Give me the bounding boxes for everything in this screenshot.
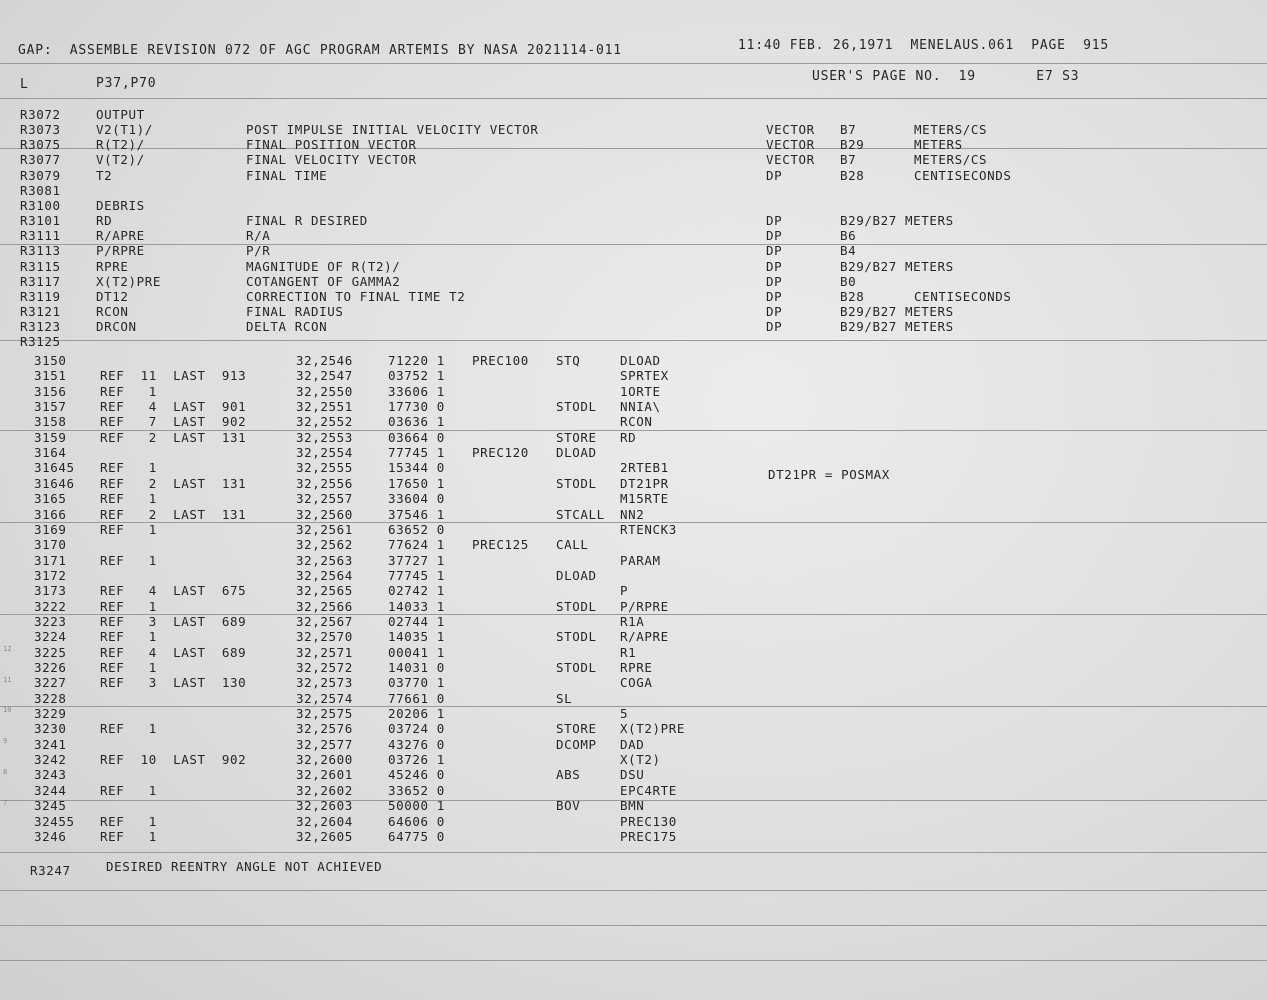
listing-operand: NN2 [620, 506, 645, 522]
listing-operand: R1A [620, 613, 645, 629]
definition-id: R3117 [20, 273, 61, 289]
definition-type: VECTOR [766, 137, 815, 153]
listing-octal-word: 77745 1 [388, 567, 445, 583]
definition-id: R3075 [20, 137, 61, 153]
definition-comment: DELTA RCON [246, 319, 328, 335]
listing-line-number: 3223 [34, 613, 67, 629]
listing-line-number: 3227 [34, 675, 67, 691]
definition-scale: B28 [840, 167, 865, 183]
definition-name: DRCON [96, 319, 137, 335]
listing-opcode: STODL [556, 475, 597, 491]
definition-comment: POST IMPULSE INITIAL VELOCITY VECTOR [246, 122, 539, 138]
listing-octal-word: 33606 1 [388, 383, 445, 399]
definition-comment: FINAL POSITION VECTOR [246, 137, 417, 153]
ruled-line [0, 925, 1267, 926]
ruled-line [0, 960, 1267, 961]
definition-id: R3072 [20, 107, 61, 122]
listing-address: 32,2564 [296, 567, 353, 583]
definition-type: DP [766, 288, 783, 304]
listing-operand: NNIA\ [620, 399, 661, 415]
listing-reference: REF 4 LAST 675 [100, 583, 247, 599]
listing-line-number: 3164 [34, 445, 67, 461]
listing-operand: 2RTEB1 [620, 460, 669, 476]
listing-octal-word: 64775 0 [388, 828, 445, 844]
listing-address: 32,2556 [296, 475, 353, 491]
listing-octal-word: 15344 0 [388, 460, 445, 476]
listing-opcode: STQ [556, 353, 581, 368]
listing-reference: REF 2 LAST 131 [100, 429, 247, 445]
definition-id: R3123 [20, 319, 61, 335]
listing-line-number: 3172 [34, 567, 67, 583]
margin-mark: 10 [3, 706, 12, 714]
listing-octal-word: 03770 1 [388, 675, 445, 691]
definition-type: VECTOR [766, 152, 815, 168]
ruled-line [0, 340, 1267, 341]
listing-reference: REF 1 [100, 552, 157, 568]
definition-name: X(T2)PRE [96, 273, 162, 289]
definition-name: T2 [96, 167, 113, 183]
definition-scale: B29/B27 METERS [840, 319, 954, 335]
listing-address: 32,2546 [296, 353, 353, 368]
listing-line-number: 3245 [34, 798, 67, 814]
listing-octal-word: 02744 1 [388, 613, 445, 629]
listing-opcode: DCOMP [556, 736, 597, 752]
listing-opcode: STODL [556, 629, 597, 645]
listing-address: 32,2555 [296, 460, 353, 476]
margin-mark: 12 [3, 645, 12, 653]
listing-octal-word: 50000 1 [388, 798, 445, 814]
definition-comment: FINAL RADIUS [246, 303, 344, 319]
listing-opcode: STORE [556, 721, 597, 737]
listing-operand: X(T2) [620, 752, 661, 768]
listing-operand: SPRTEX [620, 368, 669, 384]
listing-address: 32,2602 [296, 782, 353, 798]
definition-units: CENTISECONDS [914, 288, 1012, 304]
ruled-line [0, 852, 1267, 853]
listing-operand: DSU [620, 767, 645, 783]
definition-id: R3101 [20, 213, 61, 229]
listing-reference: REF 4 LAST 901 [100, 399, 247, 415]
definition-name: V(T2)/ [96, 152, 145, 168]
listing-address: 32,2572 [296, 660, 353, 675]
listing-operand: RCON [620, 414, 653, 430]
listing-octal-word: 14033 1 [388, 598, 445, 614]
listing-reference: REF 7 LAST 902 [100, 414, 247, 430]
definition-type: DP [766, 273, 783, 289]
definition-name: R(T2)/ [96, 137, 145, 153]
definition-id: R3111 [20, 228, 61, 244]
listing-reference: REF 1 [100, 721, 157, 737]
definition-id: R3073 [20, 122, 61, 138]
listing-line-number: 3222 [34, 598, 67, 614]
definition-type: DP [766, 319, 783, 335]
definition-comment: FINAL VELOCITY VECTOR [246, 152, 417, 168]
listing-operand: PARAM [620, 552, 661, 568]
listing-octal-word: 14035 1 [388, 629, 445, 645]
listing-line-number: 3229 [34, 706, 67, 722]
listing-octal-word: 14031 0 [388, 660, 445, 675]
listing-line-number: 3150 [34, 353, 67, 368]
listing-reference: REF 1 [100, 491, 157, 507]
listing-address: 32,2577 [296, 736, 353, 752]
definition-id: R3077 [20, 152, 61, 168]
listing-opcode: STODL [556, 660, 597, 675]
listing-reference: REF 1 [100, 460, 157, 476]
listing-reference: REF 1 [100, 813, 157, 829]
definition-id: R3100 [20, 197, 61, 213]
listing-address: 32,2576 [296, 721, 353, 737]
listing-line-number: 3169 [34, 521, 67, 537]
definition-units: METERS [914, 137, 963, 153]
listing-octal-word: 37727 1 [388, 552, 445, 568]
listing-octal-word: 03726 1 [388, 752, 445, 768]
listing-line-number: 3166 [34, 506, 67, 522]
listing-operand: RD [620, 429, 637, 445]
listing-octal-word: 20206 1 [388, 706, 445, 722]
listing-line-number: 3246 [34, 828, 67, 844]
listing-octal-word: 02742 1 [388, 583, 445, 599]
definition-name: DT12 [96, 288, 129, 304]
definition-type: DP [766, 243, 783, 259]
definition-name: DEBRIS [96, 197, 145, 213]
listing-operand: EPC4RTE [620, 782, 677, 798]
definition-scale: B7 [840, 122, 857, 138]
definition-scale: B6 [840, 228, 857, 244]
definition-comment: R/A [246, 228, 271, 244]
listing-octal-word: 37546 1 [388, 506, 445, 522]
listing-address: 32,2547 [296, 368, 353, 384]
definition-scale: B7 [840, 152, 857, 168]
listing-address: 32,2560 [296, 506, 353, 522]
listing-reference: REF 4 LAST 689 [100, 644, 247, 660]
listing-opcode: STODL [556, 598, 597, 614]
definition-type: DP [766, 228, 783, 244]
listing-octal-word: 77745 1 [388, 445, 445, 461]
listing-reference: REF 1 [100, 629, 157, 645]
listing-label: PREC100 [472, 353, 529, 368]
footer-id: R3247 [30, 863, 71, 878]
listing-line-number: 3165 [34, 491, 67, 507]
definition-name: R/APRE [96, 228, 145, 244]
definition-name: RD [96, 213, 113, 229]
listing-operand: R1 [620, 644, 637, 660]
listing-line-number: 3159 [34, 429, 67, 445]
header-timestamp: 11:40 FEB. 26,1971 MENELAUS.061 PAGE 915 [738, 38, 1109, 53]
footer-comment: DESIRED REENTRY ANGLE NOT ACHIEVED [106, 859, 383, 874]
ruled-line [0, 63, 1267, 64]
definition-comment: COTANGENT OF GAMMA2 [246, 273, 401, 289]
listing-address: 32,2563 [296, 552, 353, 568]
definition-name: OUTPUT [96, 107, 145, 122]
listing-address: 32,2573 [296, 675, 353, 691]
listing-address: 32,2570 [296, 629, 353, 645]
listing-octal-word: 03664 0 [388, 429, 445, 445]
listing-operand: 1ORTE [620, 383, 661, 399]
listing-address: 32,2603 [296, 798, 353, 814]
definition-comment: MAGNITUDE OF R(T2)/ [246, 258, 401, 274]
definition-id: R3125 [20, 334, 61, 350]
definition-id: R3121 [20, 303, 61, 319]
listing-address: 32,2552 [296, 414, 353, 430]
listing-octal-word: 03724 0 [388, 721, 445, 737]
listing-address: 32,2605 [296, 828, 353, 844]
listing-reference: REF 10 LAST 902 [100, 752, 247, 768]
listing-octal-word: 77661 0 [388, 690, 445, 706]
listing-octal-word: 64606 0 [388, 813, 445, 829]
definition-units: CENTISECONDS [914, 167, 1012, 183]
definition-units: METERS/CS [914, 122, 988, 138]
listing-address: 32,2575 [296, 706, 353, 722]
listing-operand: PREC130 [620, 813, 677, 829]
listing-operand: RPRE [620, 660, 653, 675]
listing-opcode: ABS [556, 767, 581, 783]
definition-comment: CORRECTION TO FINAL TIME T2 [246, 288, 466, 304]
definition-units: METERS/CS [914, 152, 988, 168]
definition-scale: B29/B27 METERS [840, 258, 954, 274]
listing-reference: REF 2 LAST 131 [100, 475, 247, 491]
definition-type: DP [766, 258, 783, 274]
listing-line-number: 3170 [34, 537, 67, 553]
listing-address: 32,2561 [296, 521, 353, 537]
definition-name: P/RPRE [96, 243, 145, 259]
listing-reference: REF 1 [100, 782, 157, 798]
listing-address: 32,2557 [296, 491, 353, 507]
listing-address: 32,2554 [296, 445, 353, 461]
header-log-section: L [20, 77, 29, 92]
listing-address: 32,2551 [296, 399, 353, 415]
listing-line-number: 3151 [34, 368, 67, 384]
listing-address: 32,2566 [296, 598, 353, 614]
listing-octal-word: 17650 1 [388, 475, 445, 491]
listing-operand: X(T2)PRE [620, 721, 686, 737]
definition-type: DP [766, 303, 783, 319]
listing-opcode: DLOAD [556, 445, 597, 461]
listing-line-number: 3226 [34, 660, 67, 675]
listing-reference: REF 1 [100, 660, 157, 675]
listing-octal-word: 17730 0 [388, 399, 445, 415]
listing-octal-word: 33652 0 [388, 782, 445, 798]
side-comment: DT21PR = POSMAX [768, 467, 890, 482]
listing-address: 32,2553 [296, 429, 353, 445]
listing-operand: DLOAD [620, 353, 661, 368]
listing-octal-word: 03752 1 [388, 368, 445, 384]
definition-name: RCON [96, 303, 129, 319]
listing-reference: REF 3 LAST 130 [100, 675, 247, 691]
listing-octal-word: 45246 0 [388, 767, 445, 783]
listing-octal-word: 00041 1 [388, 644, 445, 660]
listing-line-number: 3244 [34, 782, 67, 798]
listing-line-number: 3158 [34, 414, 67, 430]
header-title: GAP: ASSEMBLE REVISION 072 OF AGC PROGRAM ARTEMIS BY NASA 2021114-011 [18, 43, 622, 58]
listing-octal-word: 71220 1 [388, 353, 445, 368]
listing-address: 32,2550 [296, 383, 353, 399]
definition-type: DP [766, 213, 783, 229]
ruled-line [0, 98, 1267, 99]
listing-opcode: DLOAD [556, 567, 597, 583]
listing-address: 32,2601 [296, 767, 353, 783]
ruled-line [0, 890, 1267, 891]
definition-scale: B28 [840, 288, 865, 304]
listing-reference: REF 1 [100, 383, 157, 399]
listing-line-number: 3243 [34, 767, 67, 783]
listing-label: PREC120 [472, 445, 529, 461]
definition-type: VECTOR [766, 122, 815, 138]
listing-line-number: 31645 [34, 460, 75, 476]
listing-line-number: 3171 [34, 552, 67, 568]
listing-opcode: STORE [556, 429, 597, 445]
listing-octal-word: 63652 0 [388, 521, 445, 537]
ruled-line [0, 244, 1267, 245]
listing-address: 32,2604 [296, 813, 353, 829]
definition-id: R3079 [20, 167, 61, 183]
listing-opcode: BOV [556, 798, 581, 814]
margin-mark: 9 [3, 737, 8, 745]
definition-id: R3113 [20, 243, 61, 259]
listing-octal-word: 77624 1 [388, 537, 445, 553]
definition-name: V2(T1)/ [96, 122, 153, 138]
listing-address: 32,2567 [296, 613, 353, 629]
listing-address: 32,2571 [296, 644, 353, 660]
listing-opcode: STODL [556, 399, 597, 415]
listing-operand: DAD [620, 736, 645, 752]
listing-opcode: CALL [556, 537, 589, 553]
ruled-line [0, 148, 1267, 149]
listing-operand: DT21PR [620, 475, 669, 491]
listing-line-number: 3230 [34, 721, 67, 737]
definition-id: R3119 [20, 288, 61, 304]
listing-opcode: SL [556, 690, 573, 706]
listing-operand: RTENCK3 [620, 521, 677, 537]
definition-comment: FINAL R DESIRED [246, 213, 368, 229]
header-programs: P37,P70 [96, 76, 157, 91]
listing-line-number: 3225 [34, 644, 67, 660]
listing-line-number: 3157 [34, 399, 67, 415]
definition-comment: FINAL TIME [246, 167, 328, 183]
listing-reference: REF 1 [100, 521, 157, 537]
listing-label: PREC125 [472, 537, 529, 553]
listing-reference: REF 11 LAST 913 [100, 368, 247, 384]
listing-line-number: 3228 [34, 690, 67, 706]
listing-reference: REF 2 LAST 131 [100, 506, 247, 522]
listing-operand: R/APRE [620, 629, 669, 645]
definition-scale: B29/B27 METERS [840, 213, 954, 229]
listing-operand: M15RTE [620, 491, 669, 507]
definition-id: R3081 [20, 182, 61, 198]
listing-line-number: 32455 [34, 813, 75, 829]
definition-scale: B4 [840, 243, 857, 259]
listing-reference: REF 3 LAST 689 [100, 613, 247, 629]
listing-operand: P/RPRE [620, 598, 669, 614]
listing-octal-word: 43276 0 [388, 736, 445, 752]
listing-line-number: 3242 [34, 752, 67, 768]
listing-line-number: 3156 [34, 383, 67, 399]
definition-scale: B0 [840, 273, 857, 289]
listing-opcode: STCALL [556, 506, 605, 522]
header-user-page: USER'S PAGE NO. 19 E7 S3 [812, 69, 1080, 84]
listing-reference: REF 1 [100, 828, 157, 844]
listing-line-number: 3241 [34, 736, 67, 752]
listing-octal-word: 33604 0 [388, 491, 445, 507]
definition-scale: B29/B27 METERS [840, 303, 954, 319]
definition-id: R3115 [20, 258, 61, 274]
listing-address: 32,2562 [296, 537, 353, 553]
listing-operand: COGA [620, 675, 653, 691]
listing-address: 32,2574 [296, 690, 353, 706]
listing-line-number: 3173 [34, 583, 67, 599]
definition-scale: B29 [840, 137, 865, 153]
definition-name: RPRE [96, 258, 129, 274]
listing-operand: 5 [620, 706, 629, 722]
listing-octal-word: 03636 1 [388, 414, 445, 430]
listing-address: 32,2565 [296, 583, 353, 599]
margin-mark: 11 [3, 676, 12, 684]
definition-type: DP [766, 167, 783, 183]
ruled-line [0, 706, 1267, 707]
listing-line-number: 3224 [34, 629, 67, 645]
margin-mark: 7 [3, 799, 8, 807]
listing-reference: REF 1 [100, 598, 157, 614]
listing-line-number: 31646 [34, 475, 75, 491]
listing-operand: P [620, 583, 629, 599]
definition-comment: P/R [246, 243, 271, 259]
margin-mark: 8 [3, 768, 8, 776]
listing-address: 32,2600 [296, 752, 353, 768]
listing-operand: BMN [620, 798, 645, 814]
listing-operand: PREC175 [620, 828, 677, 844]
